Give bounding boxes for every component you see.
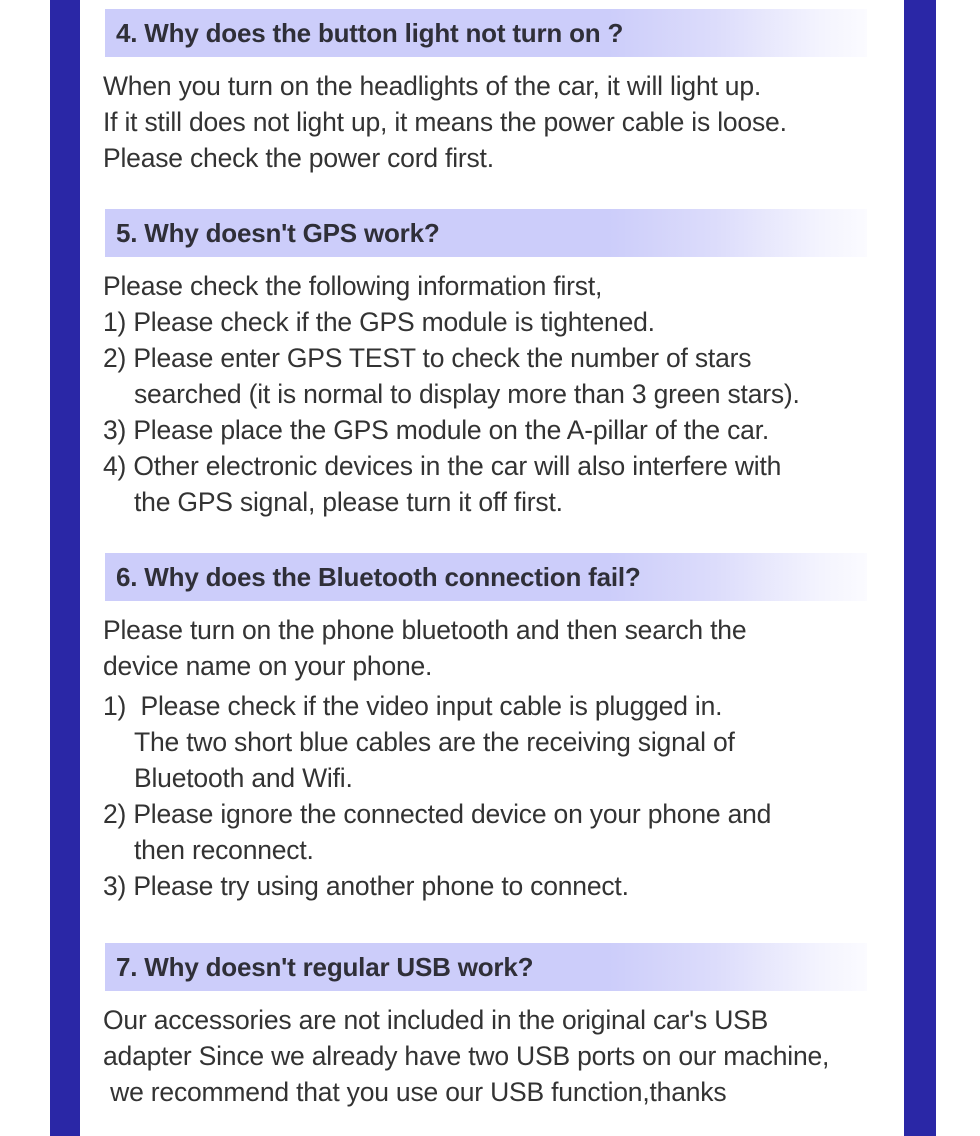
answer-list-item: 2) Please enter GPS TEST to check the number of stars <box>103 343 752 373</box>
answer-list-item-continuation: then reconnect. <box>134 835 314 865</box>
answer-body <box>103 68 903 176</box>
faq-section-gps <box>103 209 903 520</box>
answer-line: When you turn on the headlights of the car, it will light up. <box>103 71 762 101</box>
answer-list-item: 1) Please check if the GPS module is tightened. <box>103 307 655 337</box>
answer-body <box>103 268 903 520</box>
answer-line: adapter Since we already have two USB ports on our machine, <box>103 1041 830 1071</box>
answer-body <box>103 1002 903 1110</box>
answer-list-item: 1) Please check if the video input cable is plugged in. <box>103 691 723 721</box>
answer-line: we recommend that you use our USB function,thanks <box>103 1077 727 1107</box>
faq-section-usb <box>103 943 903 1110</box>
answer-list-item-continuation: The two short blue cables are the receiving signal of <box>134 727 735 757</box>
answer-body <box>103 612 903 904</box>
answer-list-item-continuation: searched (it is normal to display more than 3 green stars). <box>134 379 800 409</box>
answer-line: Please check the following information first, <box>103 271 603 301</box>
answer-line: Please turn on the phone bluetooth and then search the <box>103 615 747 645</box>
question-header-band <box>105 943 867 991</box>
answer-list-item-continuation: the GPS signal, please turn it off first. <box>134 487 563 517</box>
question-title: 6. Why does the Bluetooth connection fail? <box>116 562 641 592</box>
answer-line: If it still does not light up, it means the power cable is loose. <box>103 107 787 137</box>
right-side-bar <box>904 0 936 1136</box>
answer-line: Our accessories are not included in the original car's USB <box>103 1005 769 1035</box>
answer-list-item: 2) Please ignore the connected device on your phone and <box>103 799 772 829</box>
faq-section-bluetooth <box>103 553 903 904</box>
question-header-band <box>105 9 867 57</box>
answer-list-item: 4) Other electronic devices in the car will also interfere with <box>103 451 782 481</box>
faq-section-button-light <box>103 9 903 176</box>
question-title: 7. Why doesn't regular USB work? <box>116 952 534 982</box>
question-title: 4. Why does the button light not turn on ? <box>116 18 624 48</box>
left-side-bar <box>50 0 80 1136</box>
question-header-band <box>105 209 867 257</box>
answer-line: device name on your phone. <box>103 651 433 681</box>
question-header-band <box>105 553 867 601</box>
answer-line: Please check the power cord first. <box>103 143 494 173</box>
answer-list-item: 3) Please place the GPS module on the A-pillar of the car. <box>103 415 770 445</box>
answer-list-item: 3) Please try using another phone to connect. <box>103 871 629 901</box>
answer-list-item-continuation: Bluetooth and Wifi. <box>134 763 353 793</box>
question-title: 5. Why doesn't GPS work? <box>116 218 440 248</box>
